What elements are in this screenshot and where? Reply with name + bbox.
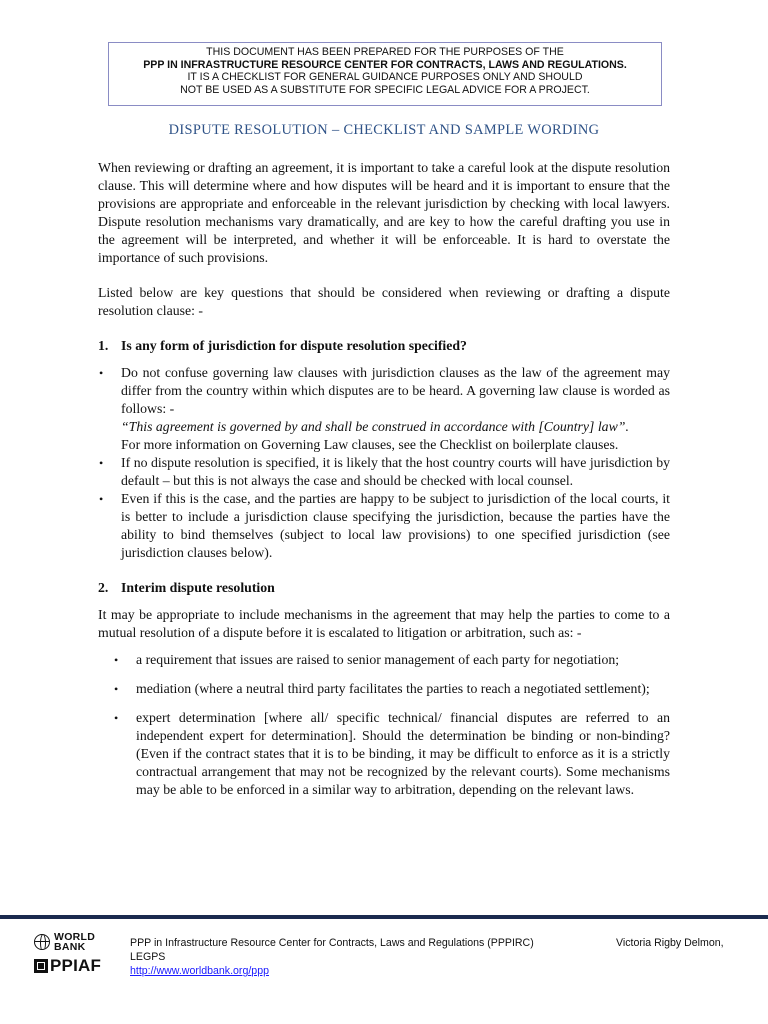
section-2-number: 2. — [98, 580, 109, 595]
disclaimer-line-1: THIS DOCUMENT HAS BEEN PREPARED FOR THE PURPOSES OF THE — [206, 46, 564, 58]
footer-link-suffix: ppp — [251, 965, 269, 977]
document-body — [98, 159, 670, 810]
world-bank-logo-line-1: WORLD — [54, 931, 96, 943]
footer-link-prefix: http://www.worldbank.org/ — [130, 965, 252, 977]
ppiaf-logo — [34, 958, 101, 974]
bullet-text: expert determination [where all/ specific technical/ financial disputes are referred to an independent expert for determination]. Should the determination be binding or non-binding? (Even if the contract states that it is to be binding, it may be difficult to enforce as it is a strictly contractual arrangement that may not be recognized by the relevant courts). Some mechanisms may be able to be enforced in a similar way to arbitration, depending on the relevant laws. — [136, 710, 670, 797]
document-title: DISPUTE RESOLUTION – CHECKLIST AND SAMPLE WORDING — [168, 122, 600, 138]
list-item — [98, 709, 670, 799]
section-1-bullets — [98, 364, 670, 562]
bullet-more-info: For more information on Governing Law clauses, see the Checklist on boilerplate clauses. — [121, 437, 619, 452]
disclaimer-banner — [108, 42, 662, 106]
footer-center-text — [130, 936, 540, 978]
footer-center-line-1: PPP in Infrastructure Resource Center for Contracts, Laws and Regulations (PPPIRC) — [130, 937, 534, 949]
governing-law-quote: “This agreement is governed by and shall be construed in accordance with [Country] law”. — [121, 419, 629, 434]
footer-divider — [0, 915, 768, 919]
section-2-bullets — [98, 651, 670, 799]
bullet-text: mediation (where a neutral third party facilitates the parties to reach a negotiated settlement); — [136, 681, 650, 696]
section-2-intro: It may be appropriate to include mechanisms in the agreement that may help the parties to come to a mutual resolution of a dispute before it is escalated to litigation or arbitration, such as: - — [98, 607, 670, 640]
footer-link[interactable] — [130, 965, 269, 977]
section-1-heading — [98, 337, 670, 355]
section-1-title: Is any form of jurisdiction for dispute resolution specified? — [121, 338, 467, 353]
bullet-icon: • — [114, 711, 119, 725]
disclaimer-line-3: IT IS A CHECKLIST FOR GENERAL GUIDANCE PURPOSES ONLY AND SHOULD — [187, 71, 583, 83]
footer-center-line-2: LEGPS — [130, 951, 166, 963]
listed-paragraph: Listed below are key questions that should be considered when reviewing or drafting a dispute resolution clause: - — [98, 285, 670, 318]
disclaimer-line-4: NOT BE USED AS A SUBSTITUTE FOR SPECIFIC LEGAL ADVICE FOR A PROJECT. — [180, 83, 590, 96]
intro-paragraph: When reviewing or drafting an agreement, it is important to take a careful look at the dispute resolution clause. This will determine where and how disputes will be heard and it is important to ensure that the provisions are appropriate and enforceable in the relevant jurisdiction by checking with local lawyers. Dispute resolution mechanisms vary dramatically, and are key to how the careful drafting you use in the agreement will be interpreted, and whether it will be enforceable. It is hard to overstate the importance of such provisions. — [98, 160, 670, 265]
world-bank-logo — [34, 932, 95, 952]
section-1-number: 1. — [98, 338, 109, 353]
page-footer — [0, 930, 768, 990]
list-item — [98, 680, 670, 698]
list-item — [98, 490, 670, 562]
globe-icon — [34, 934, 50, 950]
bullet-text: Do not confuse governing law clauses with jurisdiction clauses as the law of the agreement may differ from the country within which disputes are to be heard. A governing law clause is worded as follows: - — [121, 365, 670, 416]
disclaimer-line-2: PPP IN INFRASTRUCTURE RESOURCE CENTER FOR CONTRACTS, LAWS AND REGULATIONS. — [143, 58, 627, 71]
bullet-icon: • — [99, 492, 104, 506]
bullet-icon: • — [114, 682, 119, 696]
section-2-heading — [98, 579, 670, 597]
bullet-text: Even if this is the case, and the parties are happy to be subject to jurisdiction of the local courts, it is better to include a jurisdiction clause specifying the jurisdiction, because the parties have the ability to bind themselves (subject to local law provisions) to one specified jurisdiction (see jurisdiction clauses below). — [121, 491, 670, 560]
list-item — [98, 651, 670, 669]
bullet-icon: • — [114, 653, 119, 667]
bullet-icon: • — [99, 456, 104, 470]
world-bank-logo-line-2: BANK — [54, 941, 86, 953]
section-2-title: Interim dispute resolution — [121, 580, 275, 595]
bullet-text: If no dispute resolution is specified, it is likely that the host country courts will have jurisdiction by default – but this is not always the case and should be checked with local counsel. — [121, 455, 670, 488]
bullet-icon: • — [99, 366, 104, 380]
bullet-text: a requirement that issues are raised to senior management of each party for negotiation; — [136, 652, 620, 667]
ppiaf-logo-text: PPIAF — [50, 956, 102, 975]
list-item — [98, 454, 670, 490]
footer-author: Victoria Rigby Delmon, — [616, 937, 724, 949]
ppiaf-mark-icon — [34, 959, 48, 973]
list-item — [98, 364, 670, 454]
